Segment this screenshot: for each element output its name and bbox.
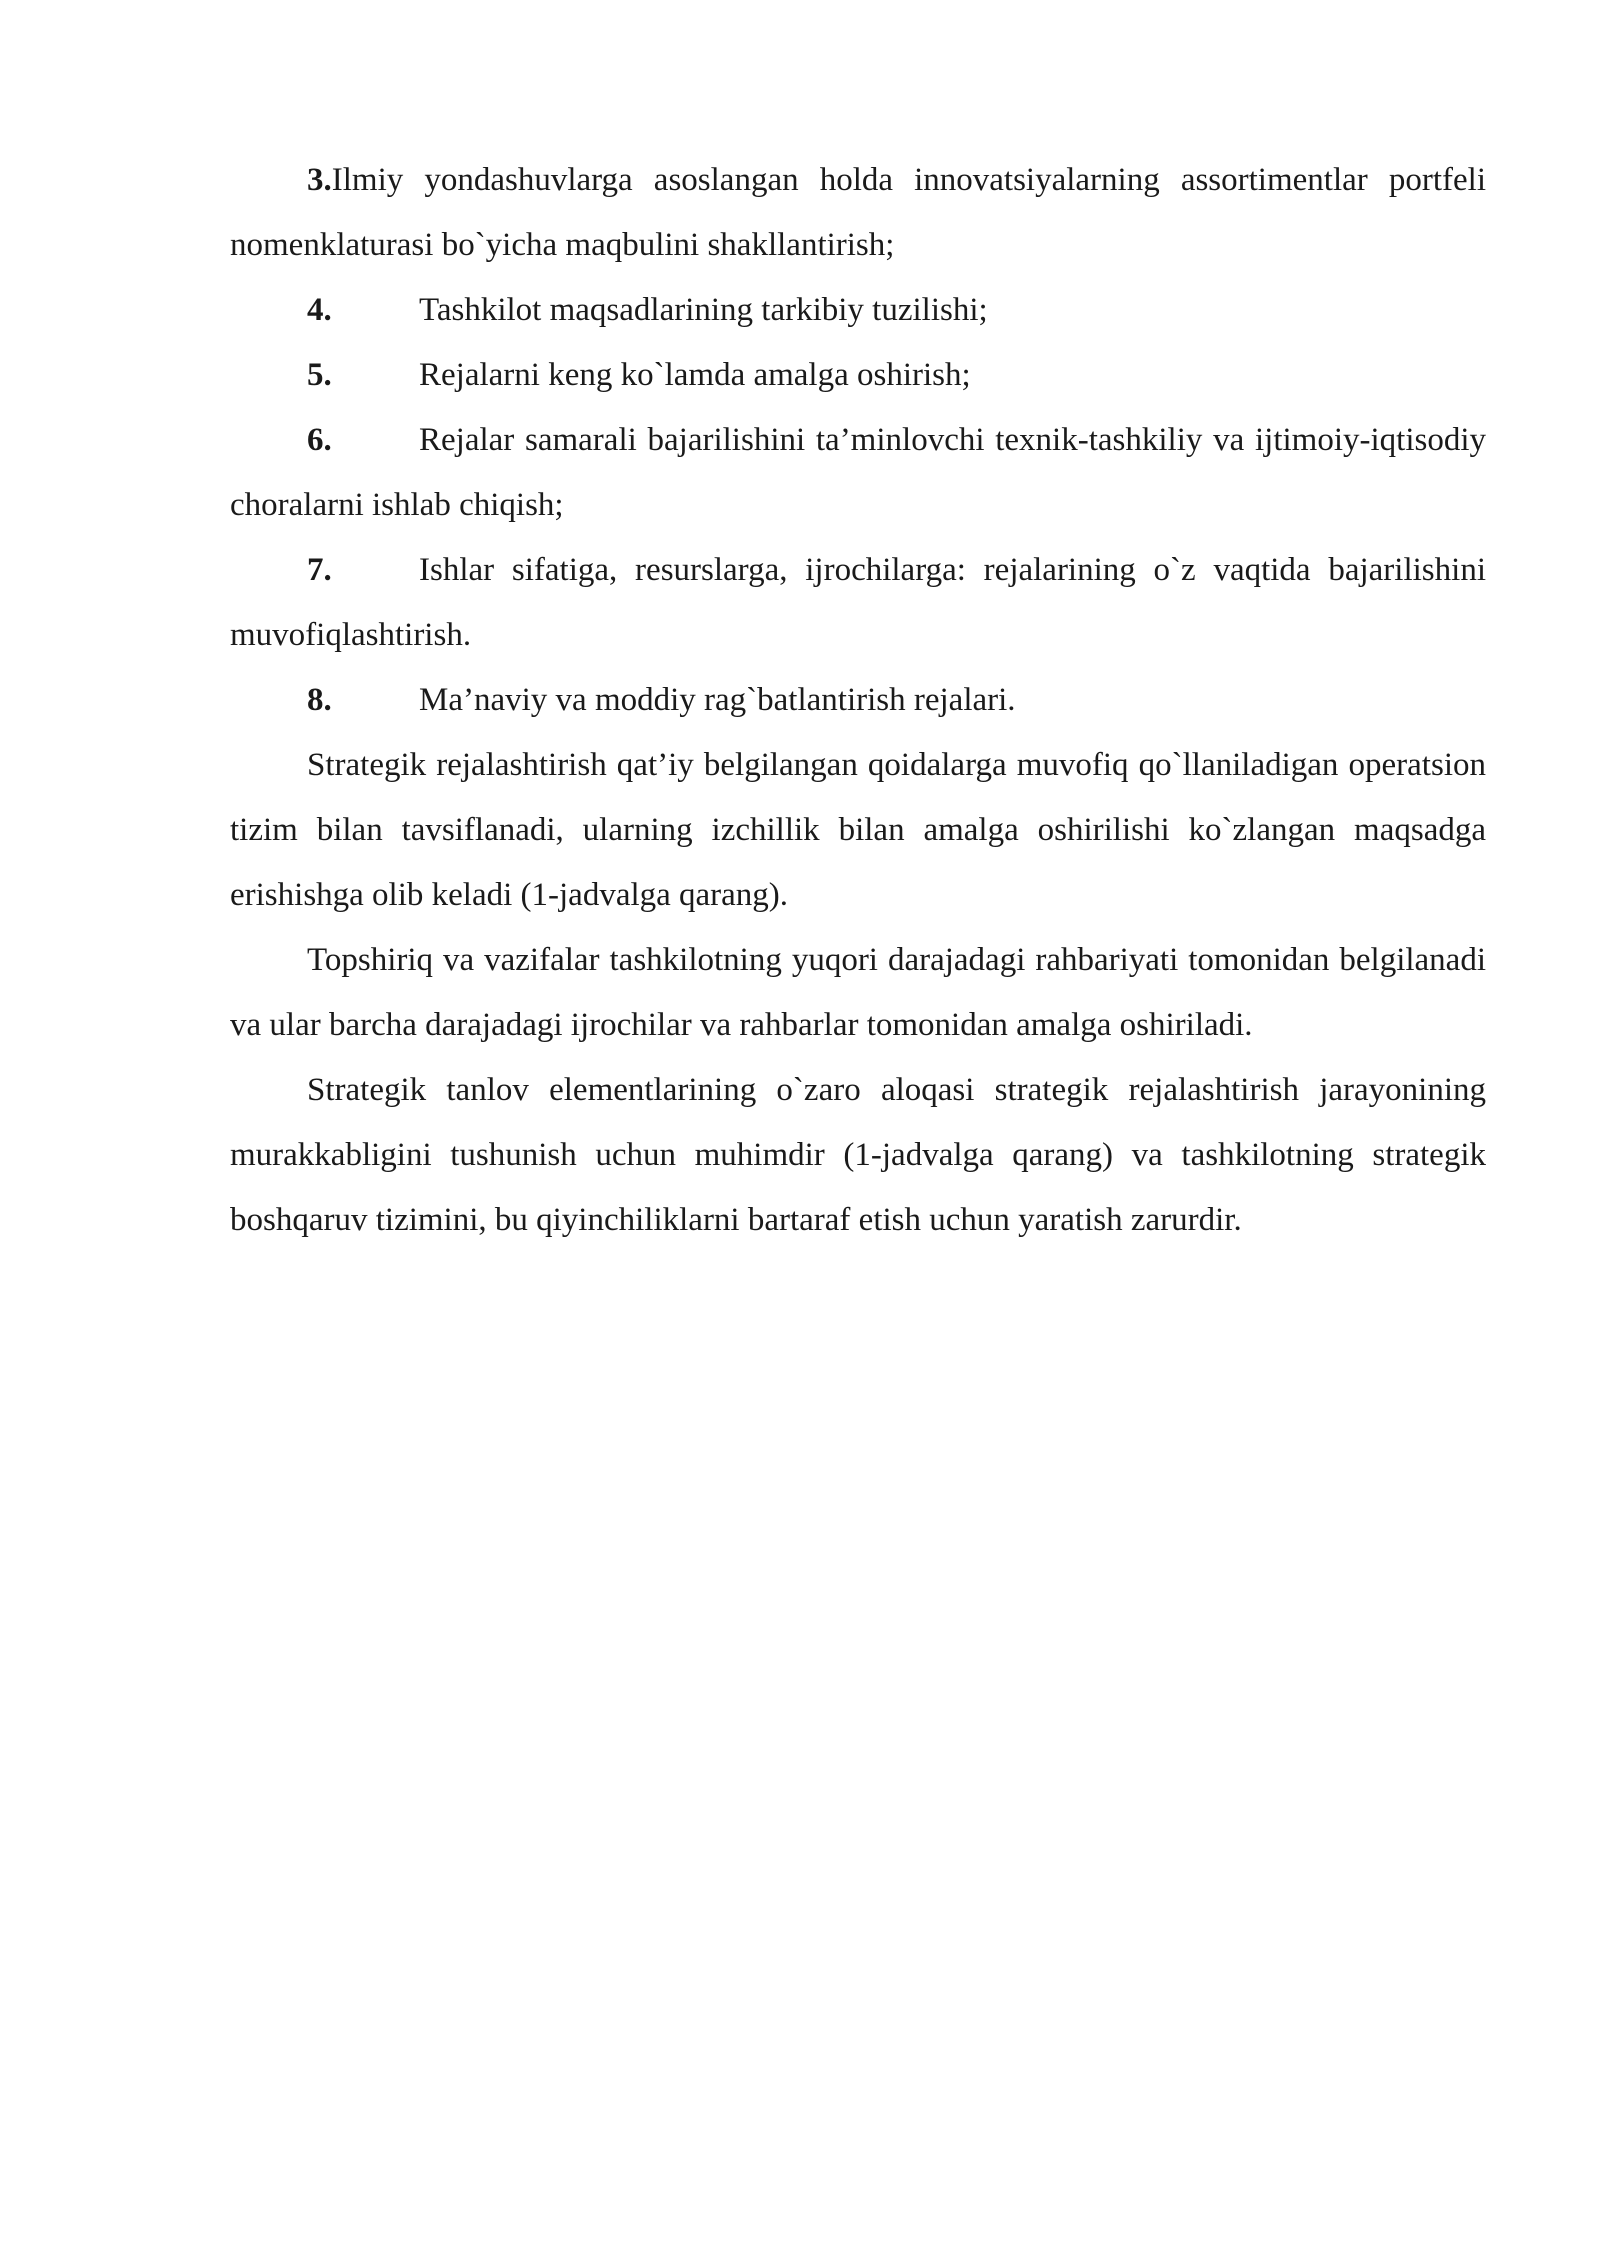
list-item-4 [230,278,1486,343]
paragraph-tasks: Topshiriq va vazifalar tashkilotning yuqori darajadagi rahbariyati tomonidan belgilanadi va ular barcha darajadagi ijrochilar va rahbarlar tomonidan amalga oshiriladi. [230,942,1486,1043]
list-item-7 [230,538,1486,668]
list-item-text: Tashkilot maqsadlarining tarkibiy tuzilishi; [419,292,988,328]
list-item-number: 7. [307,552,332,588]
list-item-6 [230,408,1486,538]
list-item-number: 6. [307,422,332,458]
document-body [230,148,1486,1253]
list-item-number: 4. [307,292,332,328]
list-item-text: Ishlar sifatiga, resurslarga, ijrochilarga: rejalarining o`z vaqtida bajarilishini muvofiqlashtirish. [230,552,1486,653]
list-item-number: 5. [307,357,332,393]
list-item-text: Ilmiy yondashuvlarga asoslangan holda innovatsiyalarning assortimentlar portfeli nomenklaturasi bo`yicha maqbulini shakllantirish; [230,162,1486,263]
list-item-number: 8. [307,682,332,718]
list-item-5 [230,343,1486,408]
list-item-3 [230,148,1486,278]
list-item-text: Rejalar samarali bajarilishini ta’minlovchi texnik-tashkiliy va ijtimoiy-iqtisodiy choralarni ishlab chiqish; [230,422,1486,523]
list-item-8 [230,668,1486,733]
list-item-text: Rejalarni keng ko`lamda amalga oshirish; [419,357,971,393]
paragraph-strategic-choice: Strategik tanlov elementlarining o`zaro aloqasi strategik rejalashtirish jarayonining murakkabligini tushunish uchun muhimdir (1-jadvalga qarang) va tashkilotning strategik boshqaruv tizimini, bu qiyinchiliklarni bartaraf etish uchun yaratish zarurdir. [230,1072,1486,1238]
list-item-number: 3. [307,162,332,198]
paragraph-strategic-planning: Strategik rejalashtirish qat’iy belgilangan qoidalarga muvofiq qo`llaniladigan operatsion tizim bilan tavsiflanadi, ularning izchillik bilan amalga oshirilishi ko`zlangan maqsadga erishishga olib keladi (1-jadvalga qarang). [230,747,1486,913]
list-item-text: Ma’naviy va moddiy rag`batlantirish rejalari. [419,682,1016,718]
